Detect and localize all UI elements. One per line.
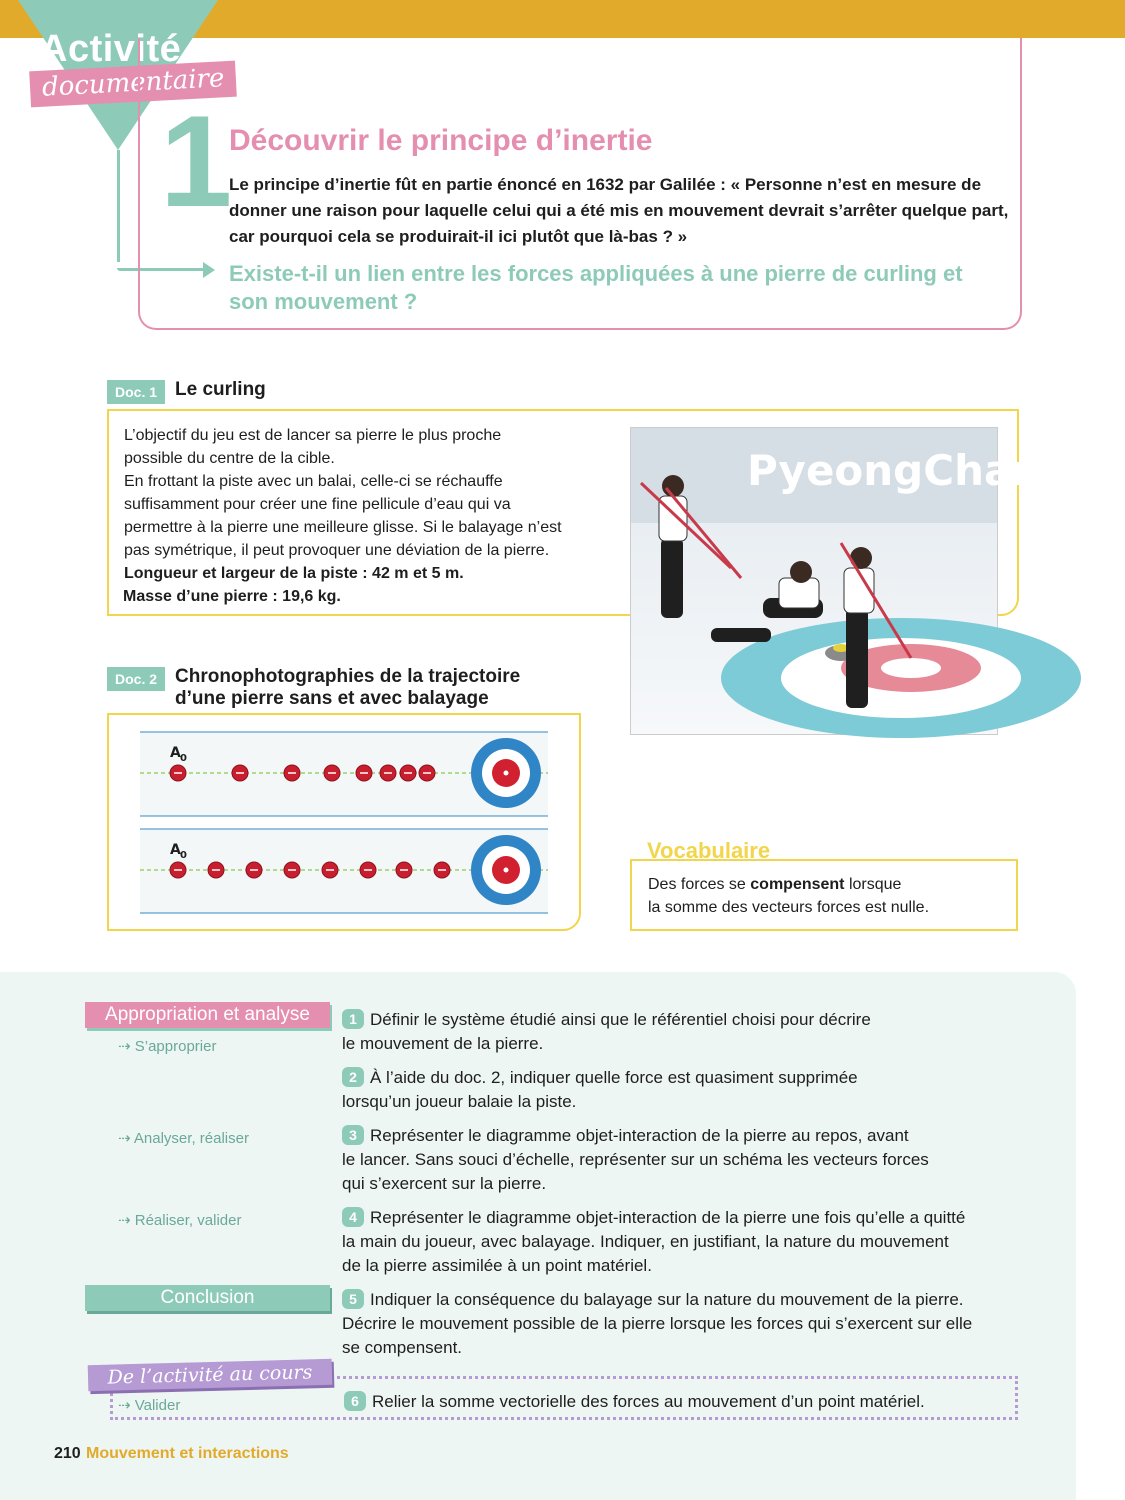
activity-badge-subtitle: documentaire bbox=[29, 61, 237, 108]
question-item bbox=[342, 1124, 1032, 1196]
skill-label: ⇢ Analyser, réaliser bbox=[118, 1130, 249, 1147]
doc1-title: Le curling bbox=[175, 379, 266, 400]
curling-photo bbox=[630, 427, 1043, 735]
question-text: qui s’exercent sur la pierre. bbox=[342, 1174, 547, 1193]
doc1-line: suffisamment pour créer une fine pellicule d’eau qui va bbox=[124, 496, 511, 513]
section-label-appropriation: Appropriation et analyse bbox=[85, 1002, 330, 1028]
intro-quote: Le principe d’inertie fût en partie énoncé en 1632 par Galilée : « Personne n’est en mesure de donner une raison pour laquelle celui qui a été mis en mouvement devrait s’arrêter quelque part, car pourquoi cela se produirait-il ici plutôt que là-bas ? » bbox=[229, 175, 1009, 246]
page-title: Découvrir le principe d’inertie bbox=[229, 124, 653, 157]
question-text: se compensent. bbox=[342, 1338, 463, 1357]
chronophotography-diagram bbox=[140, 732, 548, 914]
point-label-subscript: 0 bbox=[180, 753, 187, 764]
doc1-text bbox=[124, 424, 614, 608]
question-item bbox=[344, 1390, 1024, 1414]
question-number: 2 bbox=[342, 1067, 364, 1087]
section-label-cours: De l’activité au cours bbox=[88, 1359, 333, 1391]
question-item bbox=[342, 1206, 1032, 1278]
doc1-line: pas symétrique, il peut provoquer une déviation de la pierre. bbox=[124, 542, 550, 559]
vocab-text-part: Des forces se bbox=[648, 876, 751, 893]
question-item bbox=[342, 1008, 1022, 1056]
skill-label: ⇢ S’approprier bbox=[118, 1038, 217, 1055]
question-text: le lancer. Sans souci d’échelle, représenter sur un schéma les vecteurs forces bbox=[342, 1150, 929, 1169]
doc1-line: possible du centre de la cible. bbox=[124, 450, 335, 467]
question-text: lorsqu’un joueur balaie la piste. bbox=[342, 1092, 577, 1111]
doc2-title bbox=[175, 666, 520, 710]
activity-number: 1 bbox=[160, 88, 233, 234]
skill-label: ⇢ Réaliser, valider bbox=[118, 1212, 242, 1229]
skill-label: ⇢ Valider bbox=[118, 1397, 181, 1414]
target-center bbox=[504, 868, 509, 873]
question-text: À l’aide du doc. 2, indiquer quelle force est quasiment supprimée bbox=[370, 1068, 858, 1087]
doc2-title-line: d’une pierre sans et avec balayage bbox=[175, 688, 489, 709]
chapter-title: Mouvement et interactions bbox=[86, 1445, 289, 1462]
question-text: Définir le système étudié ainsi que le référentiel choisi pour décrire bbox=[370, 1010, 871, 1029]
question-number: 6 bbox=[344, 1391, 366, 1411]
question-text: Représenter le diagramme objet-interaction de la pierre une fois qu’elle a quitté bbox=[370, 1208, 966, 1227]
section-label-conclusion: Conclusion bbox=[85, 1285, 330, 1311]
question-text: le mouvement de la pierre. bbox=[342, 1034, 544, 1053]
question-item bbox=[342, 1066, 1022, 1114]
vocab-text bbox=[648, 873, 1008, 919]
question-text: Décrire le mouvement possible de la pierre lorsque les forces qui s’exercent sur elle bbox=[342, 1314, 973, 1333]
question-text: la main du joueur, avec balayage. Indiquer, en justifiant, la nature du mouvement bbox=[342, 1232, 949, 1251]
doc2-tag: Doc. 2 bbox=[107, 667, 165, 691]
question-number: 3 bbox=[342, 1125, 364, 1145]
doc1-line: En frottant la piste avec un balai, celle-ci se réchauffe bbox=[124, 473, 503, 490]
activity-badge-title: Activité bbox=[40, 28, 182, 70]
target-center bbox=[504, 771, 509, 776]
vocab-title: Vocabulaire bbox=[647, 838, 771, 863]
doc1-line: permettre à la pierre une meilleure glisse. Si le balayage n’est bbox=[124, 519, 562, 536]
doc2-title-line: Chronophotographies de la trajectoire bbox=[175, 666, 521, 687]
question-text: Représenter le diagramme objet-interaction de la pierre au repos, avant bbox=[370, 1126, 909, 1145]
vocab-text-part: lorsque bbox=[844, 876, 902, 893]
doc1-fact: Longueur et largeur de la piste : 42 m et 5 m. bbox=[124, 565, 464, 582]
banner-text: PyeongChan bbox=[747, 446, 1043, 495]
question-text: de la pierre assimilée à un point matériel. bbox=[342, 1256, 652, 1275]
vocab-term: compensent bbox=[750, 876, 845, 893]
doc1-tag: Doc. 1 bbox=[107, 380, 165, 404]
page-number: 210 bbox=[54, 1445, 81, 1462]
question-item bbox=[342, 1288, 1042, 1360]
question-number: 4 bbox=[342, 1207, 364, 1227]
connector-line bbox=[117, 150, 120, 262]
question-text: Indiquer la conséquence du balayage sur la nature du mouvement de la pierre. bbox=[370, 1290, 964, 1309]
point-label-subscript: 0 bbox=[180, 850, 187, 861]
chronophotography bbox=[140, 732, 548, 914]
point-label: A bbox=[170, 842, 181, 858]
doc1-line: L’objectif du jeu est de lancer sa pierre le plus proche bbox=[124, 427, 502, 444]
key-question: Existe-t-il un lien entre les forces appliquées à une pierre de curling et son mouvement ? bbox=[229, 261, 963, 314]
doc1-fact: Masse d’une pierre : 19,6 kg. bbox=[123, 588, 341, 605]
point-label: A bbox=[170, 745, 181, 761]
vocab-text-part: la somme des vecteurs forces est nulle. bbox=[648, 899, 930, 916]
question-text: Relier la somme vectorielle des forces au mouvement d’un point matériel. bbox=[372, 1392, 925, 1411]
question-number: 5 bbox=[342, 1289, 364, 1309]
question-number: 1 bbox=[342, 1009, 364, 1029]
